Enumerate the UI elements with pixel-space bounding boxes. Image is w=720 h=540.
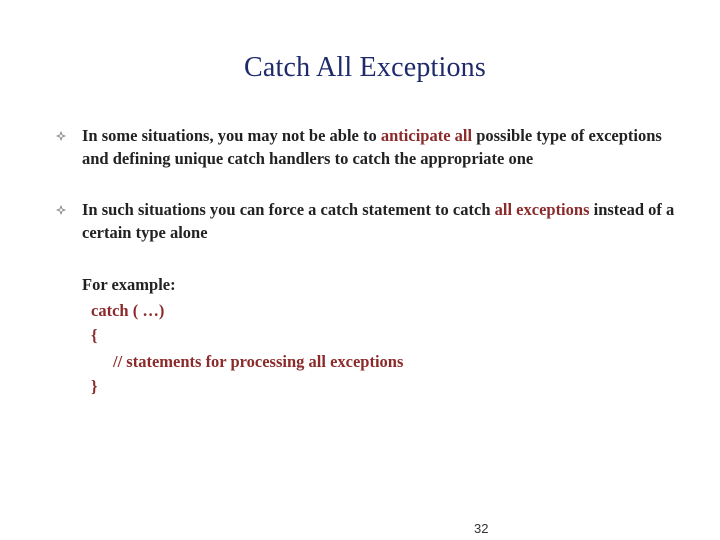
code-line: } bbox=[91, 377, 98, 396]
code-example bbox=[82, 272, 403, 400]
bullet-text-part: In such situations you can force a catch statement to catch bbox=[82, 200, 495, 219]
bullet-item bbox=[56, 124, 676, 170]
code-line: catch ( …) bbox=[91, 300, 165, 320]
bullet-text-part: possible type of exceptions and defining unique catch handlers to catch the appropriate one bbox=[82, 126, 662, 168]
bullet-item bbox=[56, 198, 676, 244]
page-number: 32 bbox=[474, 521, 489, 536]
bullet-text bbox=[82, 198, 676, 244]
slide-title: Catch All Exceptions bbox=[244, 52, 486, 83]
diamond-bullet-icon bbox=[56, 124, 82, 146]
bullet-text-part: In some situations, you may not be able to bbox=[82, 126, 381, 145]
highlighted-phrase: anticipate all bbox=[380, 126, 473, 145]
highlighted-phrase: all exceptions bbox=[494, 200, 590, 219]
bullet-text-part: instead of a certain type alone bbox=[82, 200, 675, 242]
code-line: { bbox=[91, 326, 98, 345]
bullet-text bbox=[82, 124, 676, 170]
code-comment: // statements for processing all exceptions bbox=[113, 351, 404, 371]
example-label: For example: bbox=[82, 275, 176, 294]
diamond-bullet-icon bbox=[56, 198, 82, 220]
